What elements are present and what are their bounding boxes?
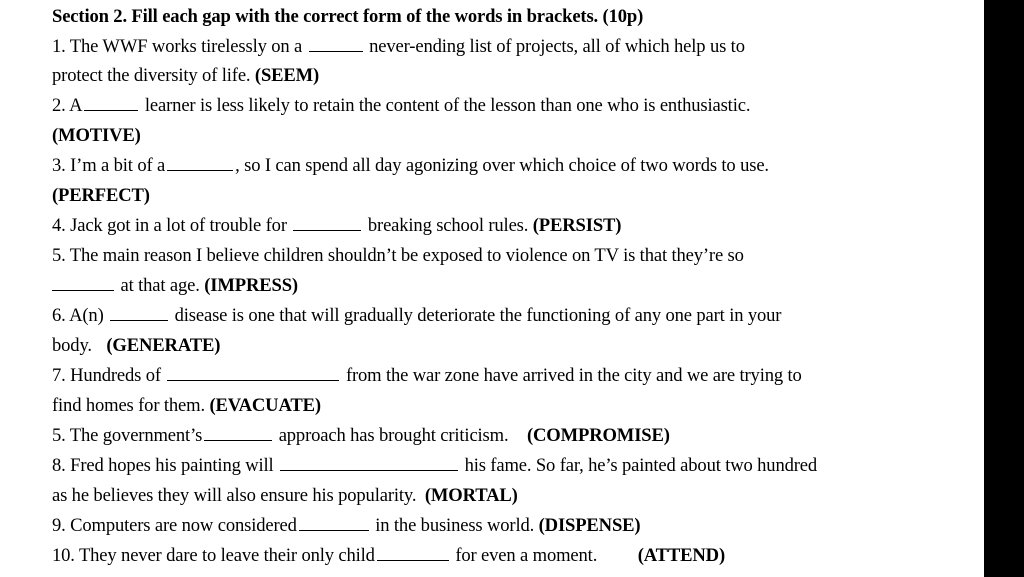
question-5b-line (52, 425, 670, 447)
question-4-blank[interactable] (293, 215, 361, 231)
question-8-text-after: his fame. So far, he’s painted about two hundred (464, 455, 818, 476)
question-6-text: 6. A(n) (52, 305, 104, 326)
question-9-blank[interactable] (299, 515, 369, 531)
question-6-text-after: disease is one that will gradually deteriorate the functioning of any one part in your (174, 305, 782, 326)
question-9-text: 9. Computers are now considered (52, 515, 297, 536)
question-5-text-after: at that age. (120, 275, 200, 296)
question-3-keyword: (PERFECT) (52, 185, 150, 206)
question-9-keyword: (DISPENSE) (538, 515, 641, 536)
question-3-text: 3. I’m a bit of a (52, 155, 166, 176)
question-2-keyword: (MOTIVE) (52, 125, 141, 146)
question-6-blank[interactable] (110, 305, 168, 321)
question-2-text-after: learner is less likely to retain the content of the lesson than one who is enthusiastic. (144, 95, 751, 116)
section-title: Section 2. Fill each gap with the correct form of the words in brackets. (10p) (52, 6, 644, 27)
question-8-text-cont: as he believes they will also ensure his popularity. (52, 485, 417, 506)
question-1-line-2 (52, 65, 319, 87)
question-4-keyword: (PERSIST) (532, 215, 622, 236)
question-8-line-2 (52, 485, 518, 507)
question-1-text-cont: protect the diversity of life. (52, 65, 251, 86)
question-6-keyword: (GENERATE) (106, 335, 221, 356)
question-2-text: 2. A (52, 95, 83, 116)
question-5b-text-after: approach has brought criticism. (278, 425, 509, 446)
question-10-line (52, 545, 725, 567)
question-5b-text: 5. The government’s (52, 425, 203, 446)
question-7-text-after: from the war zone have arrived in the city and we are trying to (345, 365, 802, 386)
question-4-text: 4. Jack got in a lot of trouble for (52, 215, 287, 236)
question-7-text: 7. Hundreds of (52, 365, 161, 386)
question-5-line-1 (52, 245, 744, 267)
question-9-line (52, 515, 640, 537)
question-8-blank[interactable] (280, 455, 458, 471)
question-1-line-1 (52, 36, 745, 58)
question-1-text-after: never-ending list of projects, all of which help us to (369, 36, 745, 57)
question-4-text-after: breaking school rules. (367, 215, 529, 236)
question-10-keyword: (ATTEND) (637, 545, 725, 566)
question-5-text: 5. The main reason I believe children shouldn’t be exposed to violence on TV is that they’re so (52, 245, 744, 266)
question-3-line-1 (52, 155, 769, 177)
question-8-line-1 (52, 455, 817, 477)
question-7-blank[interactable] (167, 365, 339, 381)
question-6-line-2 (52, 335, 220, 357)
question-7-line-1 (52, 365, 802, 387)
question-8-text: 8. Fred hopes his painting will (52, 455, 274, 476)
question-7-text-cont: find homes for them. (52, 395, 205, 416)
question-6-line-1 (52, 305, 781, 327)
question-8-keyword: (MORTAL) (424, 485, 518, 506)
question-4-line (52, 215, 621, 237)
question-5b-keyword: (COMPROMISE) (526, 425, 670, 446)
question-6-text-cont: body. (52, 335, 92, 356)
question-10-blank[interactable] (377, 545, 449, 561)
question-10-text-after: for even a moment. (455, 545, 598, 566)
question-5b-blank[interactable] (204, 425, 272, 441)
right-edge-bar (984, 0, 1024, 577)
question-1-blank[interactable] (309, 36, 363, 52)
question-3-blank[interactable] (167, 155, 233, 171)
question-1-text: 1. The WWF works tirelessly on a (52, 36, 303, 57)
question-5-keyword: (IMPRESS) (204, 275, 298, 296)
question-2-blank[interactable] (84, 95, 138, 111)
question-7-keyword: (EVACUATE) (209, 395, 321, 416)
question-7-line-2 (52, 395, 321, 417)
question-3-text-after: , so I can spend all day agonizing over which choice of two words to use. (235, 155, 769, 176)
question-5-blank[interactable] (52, 275, 114, 291)
question-1-keyword: (SEEM) (254, 65, 320, 86)
question-2-line-1 (52, 95, 750, 117)
question-5-line-2 (52, 275, 298, 297)
question-10-text: 10. They never dare to leave their only child (52, 545, 375, 566)
question-9-text-after: in the business world. (375, 515, 535, 536)
